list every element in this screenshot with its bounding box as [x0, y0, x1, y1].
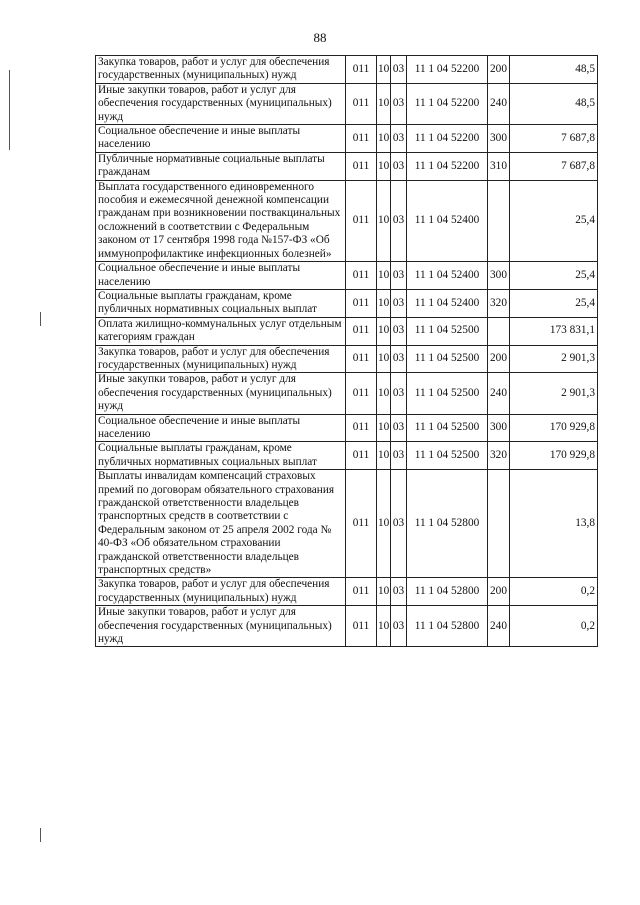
row-name: Закупка товаров, работ и услуг для обеспечения государственных (муниципальных) нужд	[96, 345, 346, 373]
row-ved-code: 011	[346, 317, 377, 345]
row-target-item-code: 11 1 04 52800	[407, 606, 488, 647]
row-amount: 7 687,8	[510, 152, 598, 180]
row-ved-code: 011	[346, 152, 377, 180]
row-expense-type-code: 240	[488, 83, 510, 124]
row-section-code: 10	[377, 470, 391, 578]
row-subsection-code: 03	[391, 345, 407, 373]
page-number: 88	[313, 30, 327, 45]
row-subsection-code: 03	[391, 470, 407, 578]
row-ved-code: 011	[346, 262, 377, 290]
table-row	[96, 56, 598, 84]
row-target-item-code: 11 1 04 52500	[407, 317, 488, 345]
row-expense-type-code	[488, 180, 510, 261]
row-target-item-code: 11 1 04 52200	[407, 56, 488, 84]
row-section-code: 10	[377, 373, 391, 414]
row-expense-type-code: 320	[488, 289, 510, 317]
row-name: Иные закупки товаров, работ и услуг для обеспечения государственных (муниципальных) нужд	[96, 373, 346, 414]
row-amount: 25,4	[510, 180, 598, 261]
row-target-item-code: 11 1 04 52500	[407, 442, 488, 470]
row-ved-code: 011	[346, 56, 377, 84]
row-amount: 2 901,3	[510, 345, 598, 373]
row-section-code: 10	[377, 317, 391, 345]
row-target-item-code: 11 1 04 52200	[407, 83, 488, 124]
row-target-item-code: 11 1 04 52500	[407, 373, 488, 414]
row-name: Иные закупки товаров, работ и услуг для обеспечения государственных (муниципальных) нужд	[96, 83, 346, 124]
row-ved-code: 011	[346, 83, 377, 124]
row-subsection-code: 03	[391, 317, 407, 345]
row-ved-code: 011	[346, 345, 377, 373]
table-row	[96, 289, 598, 317]
row-name: Социальное обеспечение и иные выплаты населению	[96, 414, 346, 442]
table-row	[96, 125, 598, 153]
table-row	[96, 373, 598, 414]
table-row	[96, 442, 598, 470]
row-name: Социальное обеспечение и иные выплаты населению	[96, 125, 346, 153]
table-row	[96, 83, 598, 124]
row-expense-type-code: 200	[488, 578, 510, 606]
table-row	[96, 345, 598, 373]
row-name: Социальные выплаты гражданам, кроме публичных нормативных социальных выплат	[96, 289, 346, 317]
row-amount: 13,8	[510, 470, 598, 578]
row-ved-code: 011	[346, 125, 377, 153]
row-amount: 170 929,8	[510, 442, 598, 470]
row-target-item-code: 11 1 04 52500	[407, 414, 488, 442]
row-amount: 0,2	[510, 578, 598, 606]
row-subsection-code: 03	[391, 373, 407, 414]
row-subsection-code: 03	[391, 606, 407, 647]
row-name: Закупка товаров, работ и услуг для обеспечения государственных (муниципальных) нужд	[96, 56, 346, 84]
row-amount: 25,4	[510, 262, 598, 290]
row-amount: 0,2	[510, 606, 598, 647]
row-expense-type-code: 240	[488, 606, 510, 647]
row-name: Иные закупки товаров, работ и услуг для обеспечения государственных (муниципальных) нужд	[96, 606, 346, 647]
row-ved-code: 011	[346, 578, 377, 606]
table-row	[96, 152, 598, 180]
row-name: Оплата жилищно-коммунальных услуг отдельным категориям граждан	[96, 317, 346, 345]
row-subsection-code: 03	[391, 442, 407, 470]
row-section-code: 10	[377, 56, 391, 84]
row-section-code: 10	[377, 414, 391, 442]
row-expense-type-code: 200	[488, 56, 510, 84]
row-expense-type-code: 320	[488, 442, 510, 470]
row-name: Публичные нормативные социальные выплаты гражданам	[96, 152, 346, 180]
row-amount: 25,4	[510, 289, 598, 317]
row-expense-type-code: 300	[488, 262, 510, 290]
table-row	[96, 606, 598, 647]
row-ved-code: 011	[346, 180, 377, 261]
row-target-item-code: 11 1 04 52800	[407, 470, 488, 578]
row-subsection-code: 03	[391, 152, 407, 180]
row-section-code: 10	[377, 345, 391, 373]
row-target-item-code: 11 1 04 52500	[407, 345, 488, 373]
row-expense-type-code	[488, 317, 510, 345]
table-row	[96, 578, 598, 606]
row-section-code: 10	[377, 606, 391, 647]
row-ved-code: 011	[346, 442, 377, 470]
row-amount: 48,5	[510, 56, 598, 84]
row-ved-code: 011	[346, 373, 377, 414]
row-section-code: 10	[377, 152, 391, 180]
row-amount: 48,5	[510, 83, 598, 124]
row-section-code: 10	[377, 442, 391, 470]
row-name: Социальное обеспечение и иные выплаты населению	[96, 262, 346, 290]
row-ved-code: 011	[346, 470, 377, 578]
row-expense-type-code: 300	[488, 414, 510, 442]
row-target-item-code: 11 1 04 52400	[407, 180, 488, 261]
row-section-code: 10	[377, 125, 391, 153]
row-section-code: 10	[377, 289, 391, 317]
row-expense-type-code: 200	[488, 345, 510, 373]
row-ved-code: 011	[346, 289, 377, 317]
row-target-item-code: 11 1 04 52400	[407, 262, 488, 290]
row-section-code: 10	[377, 262, 391, 290]
row-ved-code: 011	[346, 414, 377, 442]
row-target-item-code: 11 1 04 52800	[407, 578, 488, 606]
row-ved-code: 011	[346, 606, 377, 647]
row-expense-type-code: 300	[488, 125, 510, 153]
table-row	[96, 317, 598, 345]
row-section-code: 10	[377, 180, 391, 261]
row-subsection-code: 03	[391, 56, 407, 84]
table-row	[96, 414, 598, 442]
row-subsection-code: 03	[391, 180, 407, 261]
scan-mark	[40, 312, 41, 326]
row-expense-type-code	[488, 470, 510, 578]
row-subsection-code: 03	[391, 578, 407, 606]
row-subsection-code: 03	[391, 414, 407, 442]
row-target-item-code: 11 1 04 52200	[407, 152, 488, 180]
scan-mark	[40, 828, 41, 842]
table-body	[96, 56, 598, 647]
row-section-code: 10	[377, 83, 391, 124]
row-name: Закупка товаров, работ и услуг для обеспечения государственных (муниципальных) нужд	[96, 578, 346, 606]
row-amount: 2 901,3	[510, 373, 598, 414]
row-target-item-code: 11 1 04 52200	[407, 125, 488, 153]
table-row	[96, 262, 598, 290]
row-subsection-code: 03	[391, 289, 407, 317]
row-subsection-code: 03	[391, 262, 407, 290]
row-section-code: 10	[377, 578, 391, 606]
budget-table	[95, 55, 598, 647]
row-expense-type-code: 240	[488, 373, 510, 414]
row-name: Социальные выплаты гражданам, кроме публичных нормативных социальных выплат	[96, 442, 346, 470]
row-name: Выплаты инвалидам компенсаций страховых премий по договорам обязательного страхования гражданской ответственности владельцев транспортных средств в соответствии с Федеральным законом от 25 апреля 2002 года № 40-ФЗ «Об обязательном страховании гражданской ответственности владельцев транспортных средств»	[96, 470, 346, 578]
row-expense-type-code: 310	[488, 152, 510, 180]
table-row	[96, 180, 598, 261]
row-amount: 170 929,8	[510, 414, 598, 442]
row-amount: 173 831,1	[510, 317, 598, 345]
row-target-item-code: 11 1 04 52400	[407, 289, 488, 317]
row-subsection-code: 03	[391, 83, 407, 124]
table-row	[96, 470, 598, 578]
row-subsection-code: 03	[391, 125, 407, 153]
row-name: Выплата государственного единовременного пособия и ежемесячной денежной компенсации гражданам при возникновении поствакцинальных осложнений в соответствии с Федеральным законом от 17 сентября 1998 года №157-ФЗ «Об иммунопрофилактике инфекционных болезней»	[96, 180, 346, 261]
scan-mark	[9, 70, 10, 150]
row-amount: 7 687,8	[510, 125, 598, 153]
